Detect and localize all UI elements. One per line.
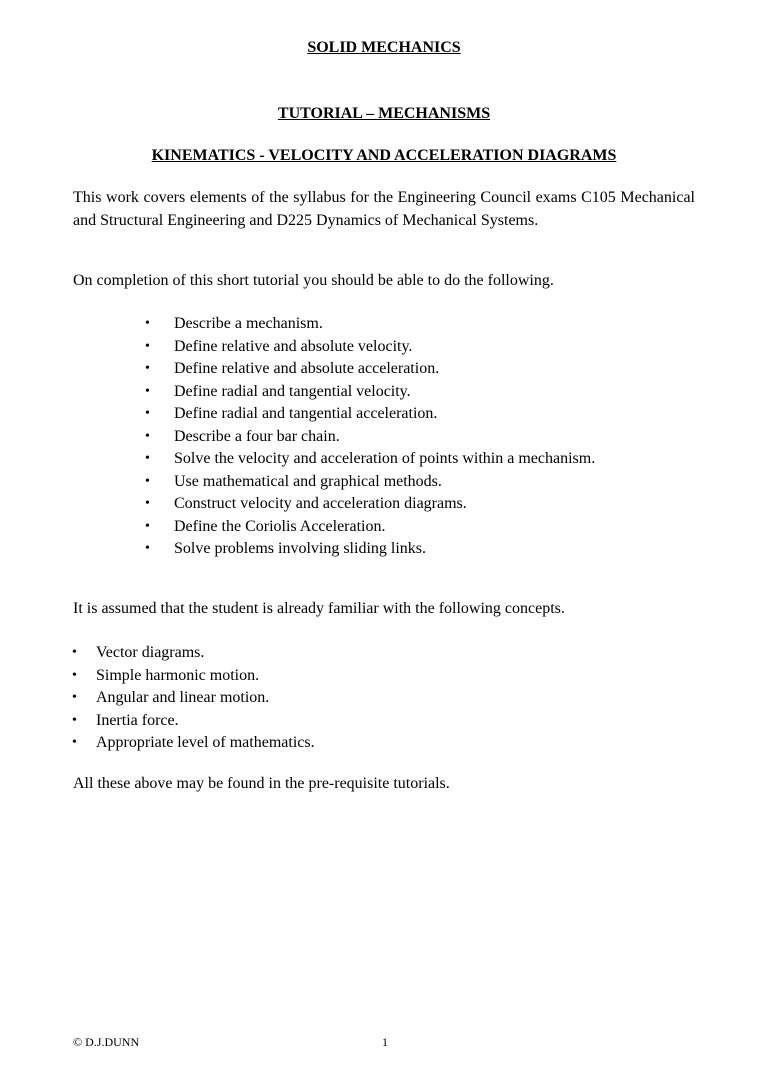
closing-paragraph: All these above may be found in the pre-requisite tutorials. <box>73 775 450 792</box>
list-item <box>72 642 315 665</box>
list-item-text: Define radial and tangential velocity. <box>174 382 411 400</box>
bullet-icon: • <box>72 645 77 660</box>
bullet-icon: • <box>72 667 77 683</box>
list-item <box>145 313 595 336</box>
bullet-icon: • <box>145 316 150 331</box>
list-item-text: Angular and linear motion. <box>96 689 270 706</box>
list-item-text: Inertia force. <box>96 711 179 729</box>
list-item <box>145 516 595 539</box>
list-item <box>145 381 595 404</box>
list-item <box>72 687 315 710</box>
subject-heading: SOLID MECHANICS <box>307 39 461 56</box>
list-item-text: Appropriate level of mathematics. <box>96 734 315 751</box>
bullet-icon: • <box>145 451 150 466</box>
intro-paragraph: This work covers elements of the syllabus for the Engineering Council exams C105 Mechanical and Structural Engineering and D225 Dynamics of Mechanical Systems. <box>73 189 695 229</box>
list-item-text: Define radial and tangential acceleration. <box>174 405 438 422</box>
bullet-icon: • <box>72 735 77 750</box>
bullet-icon: • <box>145 428 150 444</box>
footer-copyright: © D.J.DUNN <box>73 1035 140 1049</box>
list-item-text: Use mathematical and graphical methods. <box>174 472 442 490</box>
bullet-icon: • <box>72 690 77 705</box>
bullet-icon: • <box>145 406 150 421</box>
list-item-text: Simple harmonic motion. <box>96 666 260 684</box>
list-item <box>72 665 315 688</box>
list-item-text: Define relative and absolute velocity. <box>174 337 413 355</box>
list-item <box>145 336 595 359</box>
list-item <box>145 471 595 494</box>
list-item-text: Solve the velocity and acceleration of points within a mechanism. <box>174 450 596 467</box>
list-item-text: Define the Coriolis Acceleration. <box>174 517 386 535</box>
bullet-icon: • <box>72 712 77 728</box>
list-item <box>145 493 595 516</box>
bullet-icon: • <box>145 361 150 376</box>
list-item <box>145 426 595 449</box>
list-item-text: Construct velocity and acceleration diagrams. <box>174 495 467 512</box>
list-item-text: Describe a mechanism. <box>174 315 323 332</box>
prereq-list <box>72 642 315 755</box>
page-number: 1 <box>382 1035 388 1049</box>
list-item-text: Describe a four bar chain. <box>174 427 340 445</box>
bullet-icon: • <box>145 473 150 489</box>
tutorial-heading: TUTORIAL – MECHANISMS <box>277 105 491 122</box>
list-item-text: Define relative and absolute acceleration. <box>174 360 440 377</box>
topic-heading: KINEMATICS - VELOCITY AND ACCELERATION DIAGRAMS <box>151 147 617 164</box>
bullet-icon: • <box>145 518 150 534</box>
bullet-icon: • <box>145 496 150 511</box>
list-item <box>145 538 595 561</box>
bullet-icon: • <box>145 338 150 354</box>
objectives-list <box>145 313 596 561</box>
list-item <box>72 710 315 733</box>
list-item <box>145 358 595 381</box>
list-item <box>145 448 596 471</box>
list-item <box>145 403 595 426</box>
bullet-icon: • <box>145 541 150 556</box>
list-item-text: Vector diagrams. <box>96 644 205 661</box>
list-item <box>72 732 315 755</box>
list-item-text: Solve problems involving sliding links. <box>174 540 427 557</box>
bullet-icon: • <box>145 383 150 399</box>
prereq-intro: It is assumed that the student is already familiar with the following concepts. <box>73 600 565 617</box>
objectives-intro: On completion of this short tutorial you should be able to do the following. <box>73 272 554 289</box>
